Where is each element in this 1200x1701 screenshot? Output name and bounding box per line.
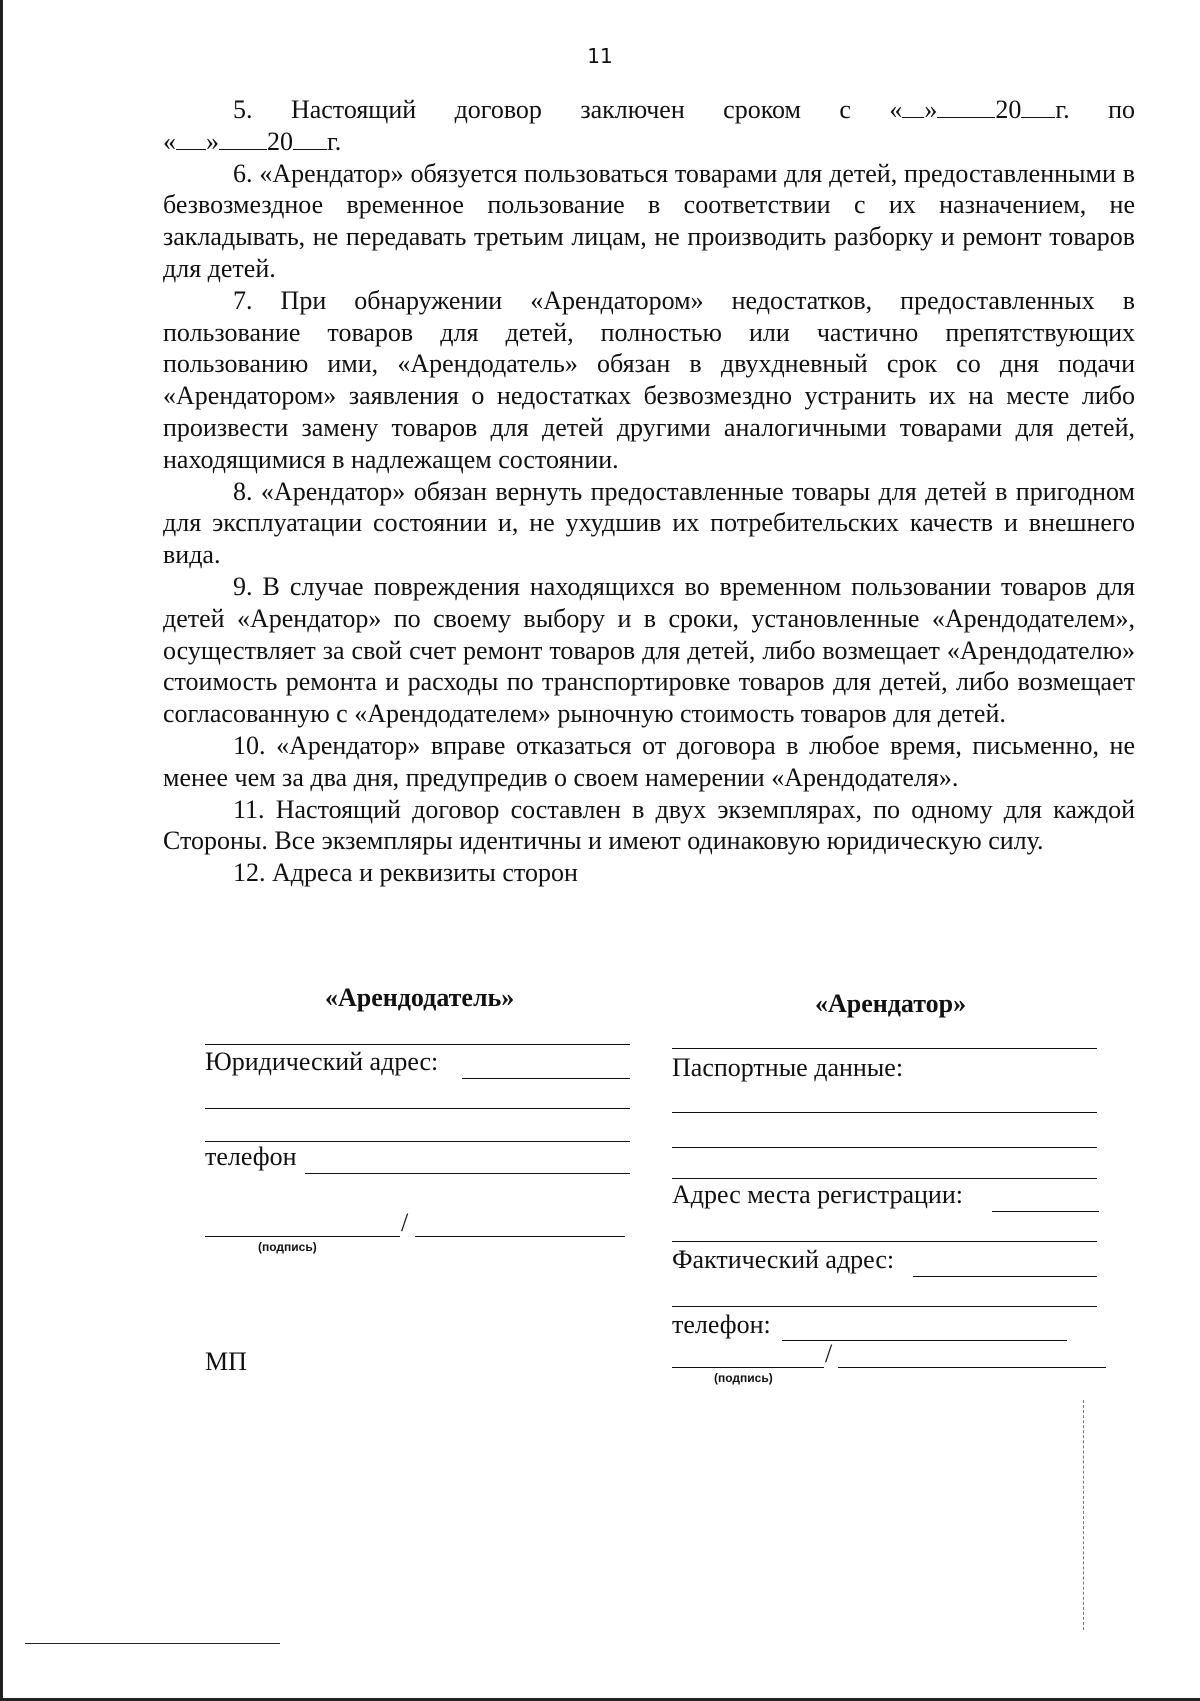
- lessee-signature-slash: /: [825, 1339, 833, 1368]
- passport-field-1[interactable]: [672, 1112, 1097, 1113]
- clause-10: 10. «Арендатор» вправе отказаться от договора в любое время, письменно, не менее чем за два дня, предупредив о своем намерении «Арендодателя».: [163, 730, 1135, 792]
- contract-body: [163, 94, 1135, 889]
- footnote-separator: [25, 1643, 280, 1644]
- lessor-title: «Арендодатель»: [325, 983, 515, 1012]
- clause-9: 9. В случае повреждения находящихся во временном пользовании товаров для детей «Арендатор» по своему выбору и в сроки, установленные «Арендодателем», осуществляет за свой счет ремонт товаров для детей, либо возмещает «Арендодателю» стоимость ремонта и расходы по транспортировке товаров для детей, либо возмещает согласованную с «Арендодателем» рыночную стоимость товаров для детей.: [163, 571, 1135, 729]
- lessor-phone-field[interactable]: [305, 1173, 630, 1174]
- clause-12: 12. Адреса и реквизиты сторон: [233, 858, 578, 888]
- clause-5-end: « » 20 г.: [163, 126, 342, 156]
- lessor-signature-slash: /: [401, 1208, 409, 1237]
- lessor-signature-name-field[interactable]: [415, 1236, 625, 1237]
- lessor-name-line[interactable]: [205, 1044, 630, 1045]
- lessee-signature-field[interactable]: [672, 1367, 824, 1368]
- year-blank-2[interactable]: [293, 127, 327, 150]
- lessor-phone-label: телефон: [205, 1142, 297, 1171]
- month-blank-2[interactable]: [219, 127, 267, 150]
- lessee-name-line[interactable]: [672, 1048, 1097, 1049]
- clause-7: 7. При обнаружении «Арендатором» недостатков, предоставленных в пользование товаров для детей, полностью или частично препятствующих пользованию ими, «Арендодатель» обязан в двухдневный срок со дня подачи «Арендатором» заявления о недостатках безвозмездно устранить их на месте либо произвести замену товаров для детей другими аналогичными товарами для детей, находящимися в надлежащем состоянии.: [163, 285, 1135, 474]
- legal-address-field[interactable]: [462, 1078, 630, 1079]
- actual-address-field[interactable]: [913, 1276, 1097, 1277]
- scan-artifact: [1083, 1400, 1084, 1630]
- legal-address-label: Юридический адрес:: [205, 1047, 439, 1076]
- day-blank-2[interactable]: [176, 127, 206, 150]
- registration-address-field[interactable]: [992, 1211, 1099, 1212]
- day-blank[interactable]: [902, 95, 924, 118]
- lessor-signature-field[interactable]: [205, 1236, 400, 1237]
- legal-address-line-2[interactable]: [205, 1108, 630, 1109]
- actual-address-label: Фактический адрес:: [672, 1245, 895, 1274]
- page-number: 11: [587, 44, 613, 68]
- registration-address-label: Адрес места регистрации:: [672, 1180, 963, 1209]
- passport-field-3[interactable]: [672, 1178, 1097, 1179]
- clause-5: 5. Настоящий договор заключен сроком с « » 20 г. по: [233, 95, 1136, 124]
- lessor-signature-caption: (подпись): [258, 1240, 317, 1254]
- registration-address-line-2[interactable]: [672, 1241, 1097, 1242]
- passport-label: Паспортные данные:: [672, 1053, 904, 1082]
- lessee-signature-caption: (подпись): [714, 1371, 773, 1385]
- lessee-signature-name-field[interactable]: [838, 1367, 1106, 1368]
- stamp-placeholder: МП: [205, 1347, 247, 1376]
- passport-field-2[interactable]: [672, 1147, 1097, 1148]
- clause-8: 8. «Арендатор» обязан вернуть предоставленные товары для детей в пригодном для эксплуатации состоянии и, не ухудшив их потребительских качеств и внешнего вида.: [163, 476, 1135, 570]
- lessee-title: «Арендатор»: [815, 989, 967, 1018]
- month-blank[interactable]: [937, 95, 995, 118]
- clause-6: 6. «Арендатор» обязуется пользоваться товарами для детей, предоставленными в безвозмездное временное пользование в соответствии с их назначением, не закладывать, не передавать третьим лицам, не производить разборку и ремонт товаров для детей.: [163, 158, 1135, 283]
- year-blank[interactable]: [1021, 95, 1055, 118]
- clause-11: 11. Настоящий договор составлен в двух экземплярах, по одному для каждой Стороны. Все экземпляры идентичны и имеют одинаковую юридическую силу.: [163, 794, 1135, 856]
- lessee-phone-label: телефон:: [672, 1310, 771, 1339]
- actual-address-line-2[interactable]: [672, 1306, 1097, 1307]
